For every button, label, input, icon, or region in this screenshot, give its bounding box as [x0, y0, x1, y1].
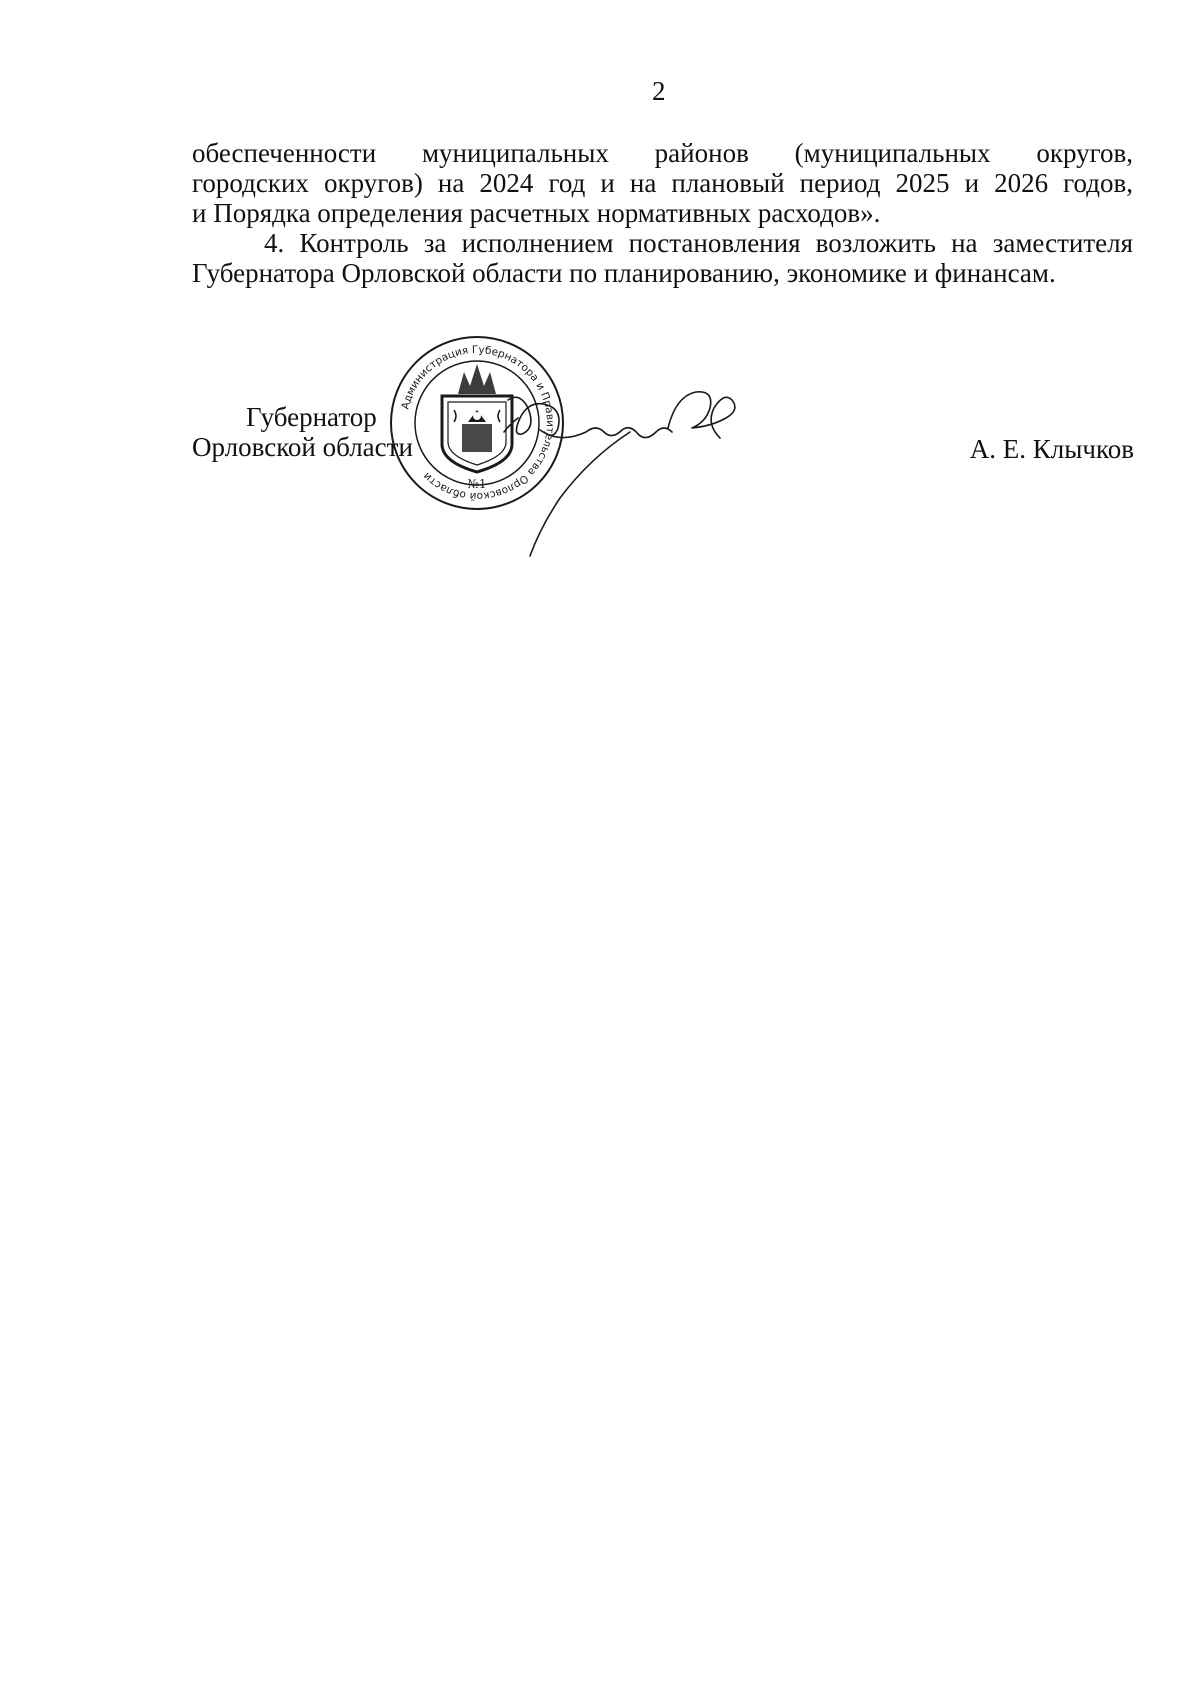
handwritten-signature-icon — [500, 388, 760, 558]
signatory-name: А. Е. Клычков — [969, 434, 1134, 464]
continuation-line-3: и Порядка определения расчетных нормативных расходов». — [192, 198, 881, 228]
page-number: 2 — [652, 76, 666, 106]
seal-number: №1 — [467, 477, 487, 491]
signatory-title-line-2: Орловской области — [192, 432, 413, 462]
paragraph-continuation — [192, 138, 1133, 228]
signatory-title-line-1: Губернатор — [246, 402, 377, 432]
seal-ring-text: Администрация Губернатора и Правительства Орловской области — [399, 343, 557, 503]
document-body — [192, 138, 1133, 288]
continuation-line-2: городских округов) на 2024 год и на плановый период 2025 и 2026 годов, — [192, 168, 1133, 198]
signatory-title — [192, 402, 413, 462]
paragraph-item-4: 4. Контроль за исполнением постановления возложить на заместителя Губернатора Орловской области по планированию, экономике и финансам. — [192, 228, 1133, 288]
continuation-line-1: обеспеченности муниципальных районов (муниципальных округов, — [192, 138, 1133, 168]
